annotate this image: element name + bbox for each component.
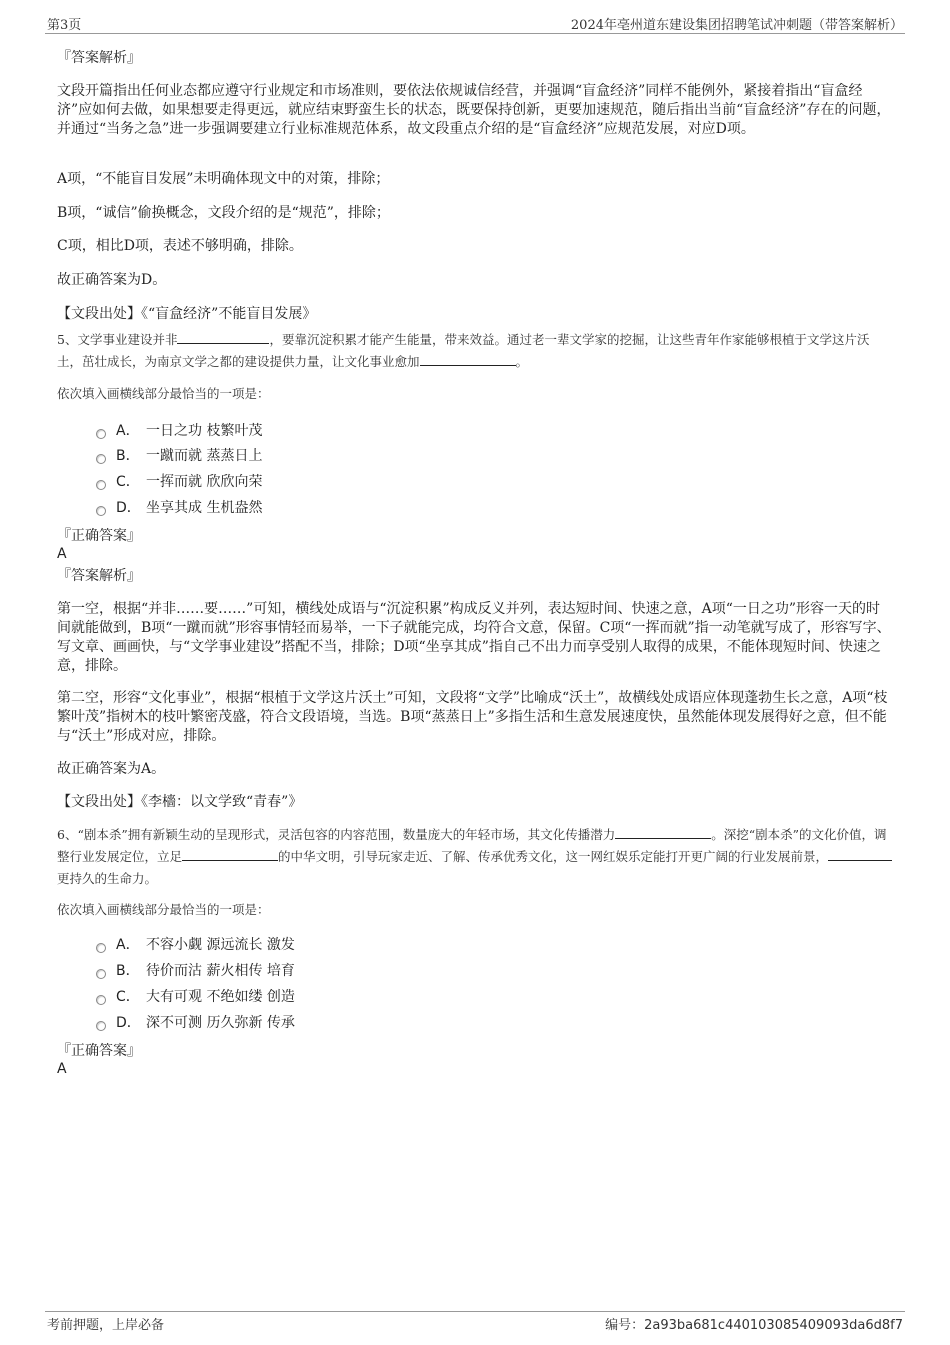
question-5-prompt: 依次填入画横线部分最恰当的一项是： [57, 386, 270, 401]
option-letter: A． [116, 423, 140, 439]
question-5-text-part2: ，要靠沉淀积累才能产生能量，带来效益。通过老一辈文学家的挖掘，让这些青年作家能够根植于文学这片沃土，茁壮成长，为南京文学之都的建设提供力量，让文化事业愈加 [57, 332, 870, 369]
analysis-label: 『答案解析』 [57, 50, 141, 66]
correct-answer-value: A [57, 546, 67, 562]
footer-slogan: 考前押题，上岸必备 [47, 1318, 165, 1333]
option-letter: D． [116, 1015, 141, 1031]
radio-button-icon[interactable] [96, 995, 106, 1005]
footer-divider [45, 1311, 905, 1312]
question-5-option-a[interactable] [96, 421, 262, 441]
analysis-paragraph-1: 第一空，根据“并非……要……”可知，横线处成语与“沉淀积累”构成反义并列，表达短时间、快速之意，A项“一日之功”形容一天的时间就能做到，B项“一蹴而就”形容事情轻而易举，一下子就能完成，均符合文意，保留。C项“一挥而就”指一动笔就写成了，形容写字、写文章、画画快，与“文学事业建设”搭配不当，排除；D项“坐享其成”指自己不出力而享受别人取得的成果，不能体现短时间、快速之意，排除。 [57, 601, 891, 674]
option-text: 坐享其成 生机盎然 [146, 500, 263, 516]
source-citation: 【文段出处】《“盲盒经济”不能盲目发展》 [57, 306, 317, 322]
option-text: 一蹴而就 蒸蒸日上 [146, 448, 263, 464]
analysis-conclusion: 故正确答案为A。 [57, 761, 166, 777]
radio-button-icon[interactable] [96, 429, 106, 439]
document-code-value: 2a93ba681c440103085409093da6d8f7 [644, 1318, 903, 1333]
analysis-conclusion: 故正确答案为D。 [57, 272, 167, 288]
analysis-paragraph-2: 第二空，形容“文化事业”，根据“根植于文学这片沃土”可知，文段将“文学”比喻成“沃土”，故横线处成语应体现蓬勃生长之意，A项“枝繁叶茂”指树木的枝叶繁密茂盛，符合文段语境，当选。B项“蒸蒸日上”多指生活和生意发展速度快，虽然能体现发展得好之意，但不能与“沃土”形成对应，排除。 [57, 690, 888, 744]
option-letter: B． [116, 963, 140, 979]
option-letter: A． [116, 937, 140, 953]
analysis-option-a: A项，“不能盲目发展”未明确体现文中的对策，排除； [57, 171, 390, 187]
question-5-option-b[interactable] [96, 446, 262, 466]
source-citation: 【文段出处】《李檣：以文学致“青春”》 [57, 794, 303, 810]
document-code-label: 编号： [605, 1318, 645, 1333]
question-6-option-b[interactable] [96, 961, 295, 981]
question-5-text-part1: 5、文学事业建设并非 [57, 332, 178, 347]
fill-blank [828, 848, 892, 861]
option-text: 深不可测 历久弥新 传承 [146, 1015, 295, 1031]
question-6-option-a[interactable] [96, 935, 295, 955]
option-letter: C． [116, 474, 140, 490]
radio-button-icon[interactable] [96, 480, 106, 490]
radio-button-icon[interactable] [96, 454, 106, 464]
question-6-text-part3: 的中华文明，引导玩家走近、了解、传承优秀文化，这一网红娱乐定能打开更广阔的行业发展前景， [278, 849, 829, 864]
option-text: 一挥而就 欣欣向荣 [146, 474, 263, 490]
question-6-text-part4: 更持久的生命力。 [57, 871, 158, 886]
radio-button-icon[interactable] [96, 506, 106, 516]
correct-answer-label: 『正确答案』 [57, 528, 141, 544]
radio-button-icon[interactable] [96, 969, 106, 979]
analysis-option-c: C项，相比D项，表述不够明确，排除。 [57, 238, 303, 254]
option-text: 不容小觑 源远流长 激发 [146, 937, 295, 953]
fill-blank [615, 826, 711, 839]
question-5-option-c[interactable] [96, 472, 262, 492]
document-title: 2024年亳州道东建设集团招聘笔试冲刺题（带答案解析） [570, 18, 903, 33]
question-5-text [57, 329, 893, 373]
option-letter: C． [116, 989, 140, 1005]
header-divider [45, 33, 905, 34]
analysis-label: 『答案解析』 [57, 568, 141, 584]
question-6-option-c[interactable] [96, 987, 295, 1007]
question-5-text-part3: 。 [515, 354, 529, 369]
analysis-option-b: B项，“诚信”偷换概念，文段介绍的是“规范”，排除； [57, 205, 390, 221]
option-letter: D． [116, 500, 141, 516]
question-6-option-d[interactable] [96, 1013, 295, 1033]
option-text: 一日之功 枝繁叶茂 [146, 423, 263, 439]
radio-button-icon[interactable] [96, 943, 106, 953]
question-6-text-part1: 6、“剧本杀”拥有新颖生动的呈现形式，灵活包容的内容范围，数量庞大的年轻市场，其文化传播潜力 [57, 827, 616, 842]
fill-blank [182, 848, 278, 861]
correct-answer-label: 『正确答案』 [57, 1043, 141, 1059]
analysis-paragraph: 文段开篇指出任何业态都应遵守行业规定和市场准则，要依法依规诚信经营，并强调“盲盒经济”同样不能例外，紧接着指出“盲盒经济”应如何去做，如果想要走得更远，就应结束野蛮生长的状态，既要保持创新，更要加速规范，随后指出当前“盲盒经济”存在的问题，并通过“当务之急”进一步强调要建立行业标准规范体系，故文段重点介绍的是“盲盒经济”应规范发展，对应D项。 [57, 83, 891, 137]
question-6-text-part2: 。深挖“剧本杀”的文化价值，调整行业发展定位，立足 [57, 827, 887, 864]
option-text: 大有可观 不绝如缕 创造 [146, 989, 295, 1005]
option-text: 待价而沽 薪火相传 培育 [146, 963, 295, 979]
question-5-option-d[interactable] [96, 498, 262, 518]
correct-answer-value: A [57, 1061, 67, 1077]
fill-blank [177, 331, 269, 344]
fill-blank [420, 353, 516, 366]
page-number: 第3页 [47, 18, 82, 33]
question-6-text [57, 824, 893, 890]
question-6-prompt: 依次填入画横线部分最恰当的一项是： [57, 902, 270, 917]
option-letter: B． [116, 448, 140, 464]
radio-button-icon[interactable] [96, 1021, 106, 1031]
document-code [605, 1314, 903, 1333]
